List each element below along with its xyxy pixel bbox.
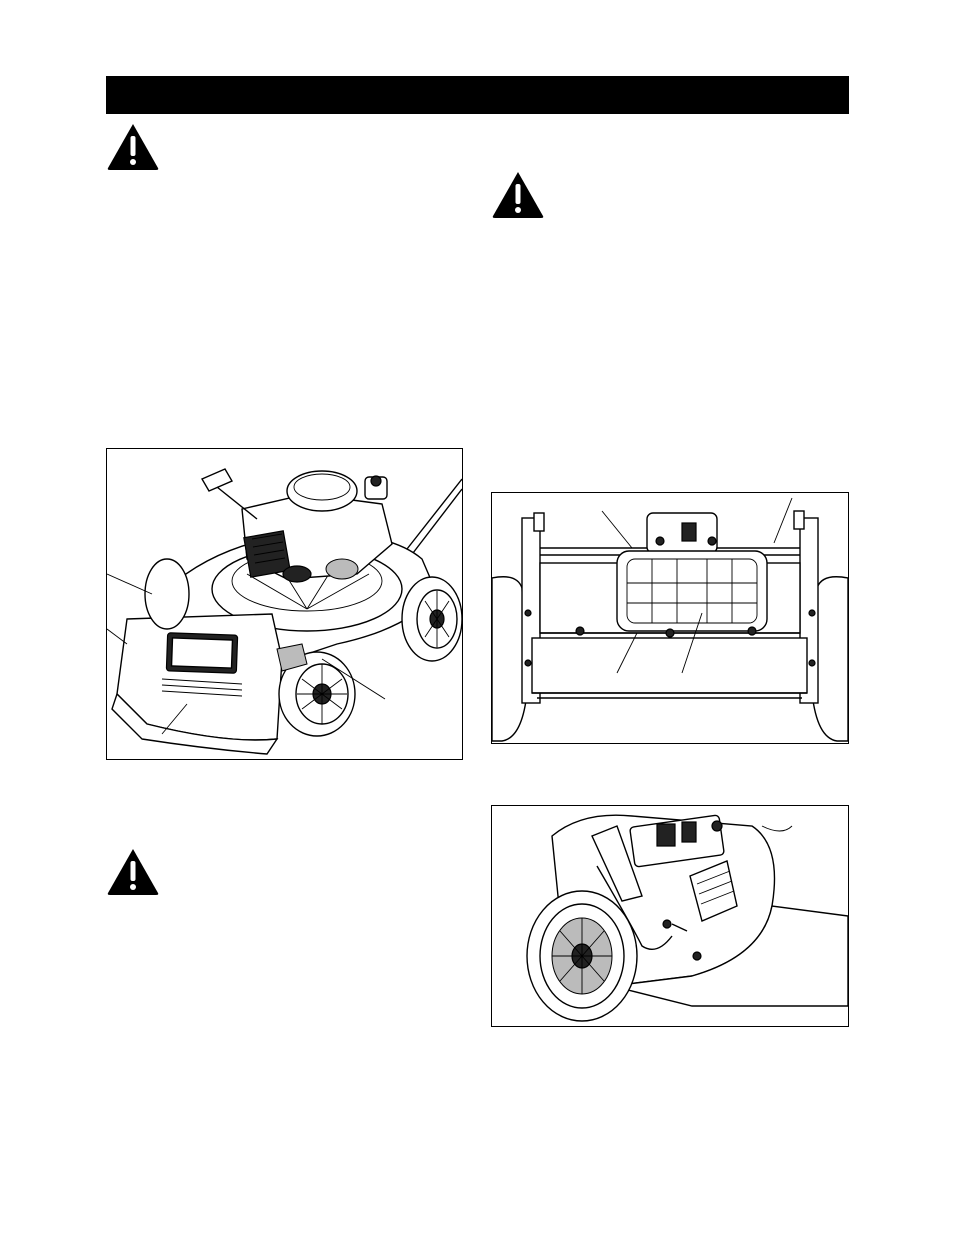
- engine-vacuum-unit-icon: [107, 449, 462, 759]
- warning-triangle-icon: [491, 170, 545, 220]
- figure-engine-vacuum-unit: [106, 448, 463, 760]
- figure-wheel-cable-detail: [491, 805, 849, 1027]
- figure-rear-frame-view: [491, 492, 849, 744]
- warning-triangle-icon: [106, 122, 160, 172]
- rear-frame-and-bag-holder-icon: [492, 493, 848, 743]
- wheel-and-cable-detail-icon: [492, 806, 848, 1026]
- warning-triangle-icon: [106, 847, 160, 897]
- section-title-bar: [106, 76, 849, 114]
